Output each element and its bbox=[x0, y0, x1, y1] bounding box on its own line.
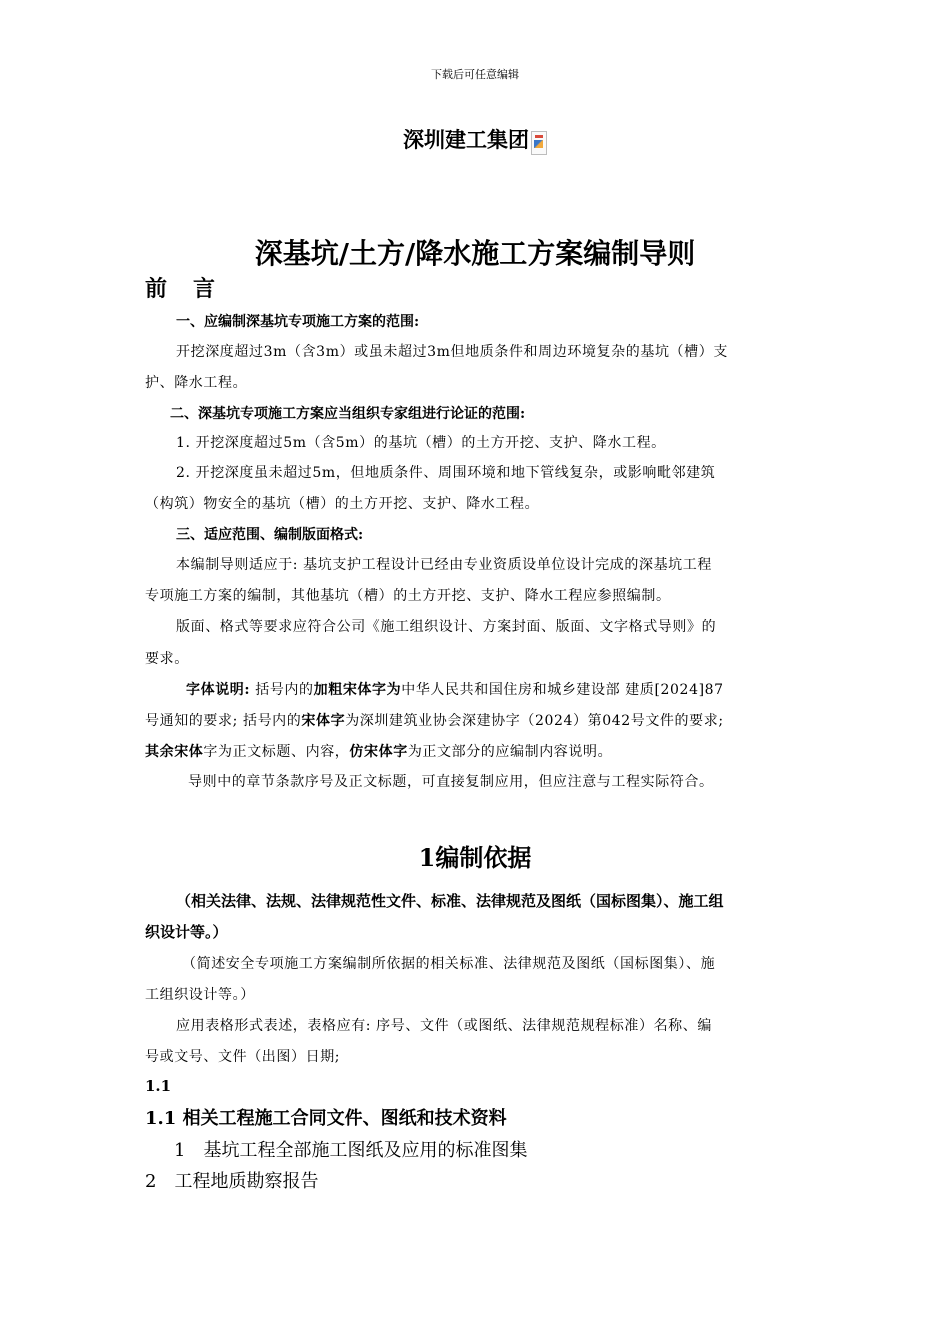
font-note-bold: 宋体字 bbox=[301, 713, 346, 729]
list-item: 2. 开挖深度虽未超过5m，但地质条件、周围环境和地下管线复杂，或影响毗邻建筑 bbox=[176, 465, 716, 481]
paragraph-line: （简述安全专项施工方案编制所依据的相关标准、法律规范及图纸（国标图集）、施 bbox=[182, 956, 716, 972]
font-note-line bbox=[145, 741, 612, 761]
paragraph-line: 开挖深度超过3m（含3m）或虽未超过3m但地质条件和周边环境复杂的基坑（槽）支 bbox=[176, 344, 728, 360]
paragraph-line: 护、降水工程。 bbox=[145, 375, 248, 391]
header-note: 下载后可任意编辑 bbox=[431, 68, 519, 81]
font-note-text: 号通知的要求; 括号内的 bbox=[145, 713, 302, 729]
font-note-text: 字为正文标题、内容， bbox=[203, 744, 350, 760]
company-text: 深圳建工集团 bbox=[403, 128, 529, 152]
paragraph-line: 版面、格式等要求应符合公司《施工组织设计、方案封面、版面、文字格式导则》的 bbox=[176, 619, 717, 635]
font-note-line bbox=[145, 710, 724, 730]
font-note-text: 为正文部分的应编制内容说明。 bbox=[407, 744, 613, 760]
list-item: 1 基坑工程全部施工图纸及应用的标准图集 bbox=[174, 1140, 528, 1161]
section-heading-3: 三、适应范围、编制版面格式: bbox=[176, 527, 364, 543]
paragraph-line: 专项施工方案的编制，其他基坑（槽）的土方开挖、支护、降水工程应参照编制。 bbox=[145, 588, 671, 604]
section-heading-1: 一、应编制深基坑专项施工方案的范围: bbox=[176, 314, 420, 330]
font-note-bold: 仿宋体字 bbox=[349, 744, 408, 760]
document-title: 深基坑/土方/降水施工方案编制导则 bbox=[254, 237, 696, 270]
font-note-bold: 加粗宋体字为 bbox=[313, 682, 402, 698]
font-note-line bbox=[186, 679, 724, 699]
section-title: 1.1 相关工程施工合同文件、图纸和技术资料 bbox=[145, 1108, 507, 1129]
paragraph-line: 工组织设计等。） bbox=[145, 987, 255, 1003]
font-note-label: 字体说明: bbox=[186, 682, 251, 698]
font-note-text: 中华人民共和国住房和城乡建设部 建质[2024]87 bbox=[401, 682, 724, 698]
list-item: （构筑）物安全的基坑（槽）的土方开挖、支护、降水工程。 bbox=[145, 496, 540, 512]
section-heading-2: 二、深基坑专项施工方案应当组织专家组进行论证的范围: bbox=[170, 406, 526, 422]
paragraph-line: 本编制导则适应于: 基坑支护工程设计已经由专业资质设单位设计完成的深基坑工程 bbox=[176, 557, 712, 573]
chapter-heading: 1编制依据 bbox=[418, 843, 532, 872]
list-item: 1. 开挖深度超过5m（含5m）的基坑（槽）的土方开挖、支护、降水工程。 bbox=[176, 435, 666, 451]
bold-paragraph-line: 织设计等。） bbox=[145, 923, 228, 941]
font-note-text: 括号内的 bbox=[250, 682, 314, 698]
font-note-text: 为深圳建筑业协会深建协字（2024）第042号文件的要求; bbox=[345, 713, 724, 729]
preface-heading: 前言 bbox=[145, 276, 242, 302]
company-logo-icon bbox=[531, 131, 547, 155]
list-item: 2 工程地质勘察报告 bbox=[145, 1171, 319, 1192]
paragraph-line: 要求。 bbox=[145, 651, 189, 667]
bold-paragraph-line: （相关法律、法规、法律规范性文件、标准、法律规范及图纸（国标图集）、施工组 bbox=[176, 892, 724, 910]
guide-note: 导则中的章节条款序号及正文标题，可直接复制应用，但应注意与工程实际符合。 bbox=[188, 774, 714, 790]
paragraph-line: 号或文号、文件（出图）日期; bbox=[145, 1049, 341, 1065]
font-note-bold: 其余宋体 bbox=[145, 744, 204, 760]
paragraph-line: 应用表格形式表述，表格应有: 序号、文件（或图纸、法律规范规程标准）名称、编 bbox=[176, 1018, 712, 1034]
section-number: 1.1 bbox=[145, 1077, 172, 1095]
company-name bbox=[0, 124, 950, 155]
